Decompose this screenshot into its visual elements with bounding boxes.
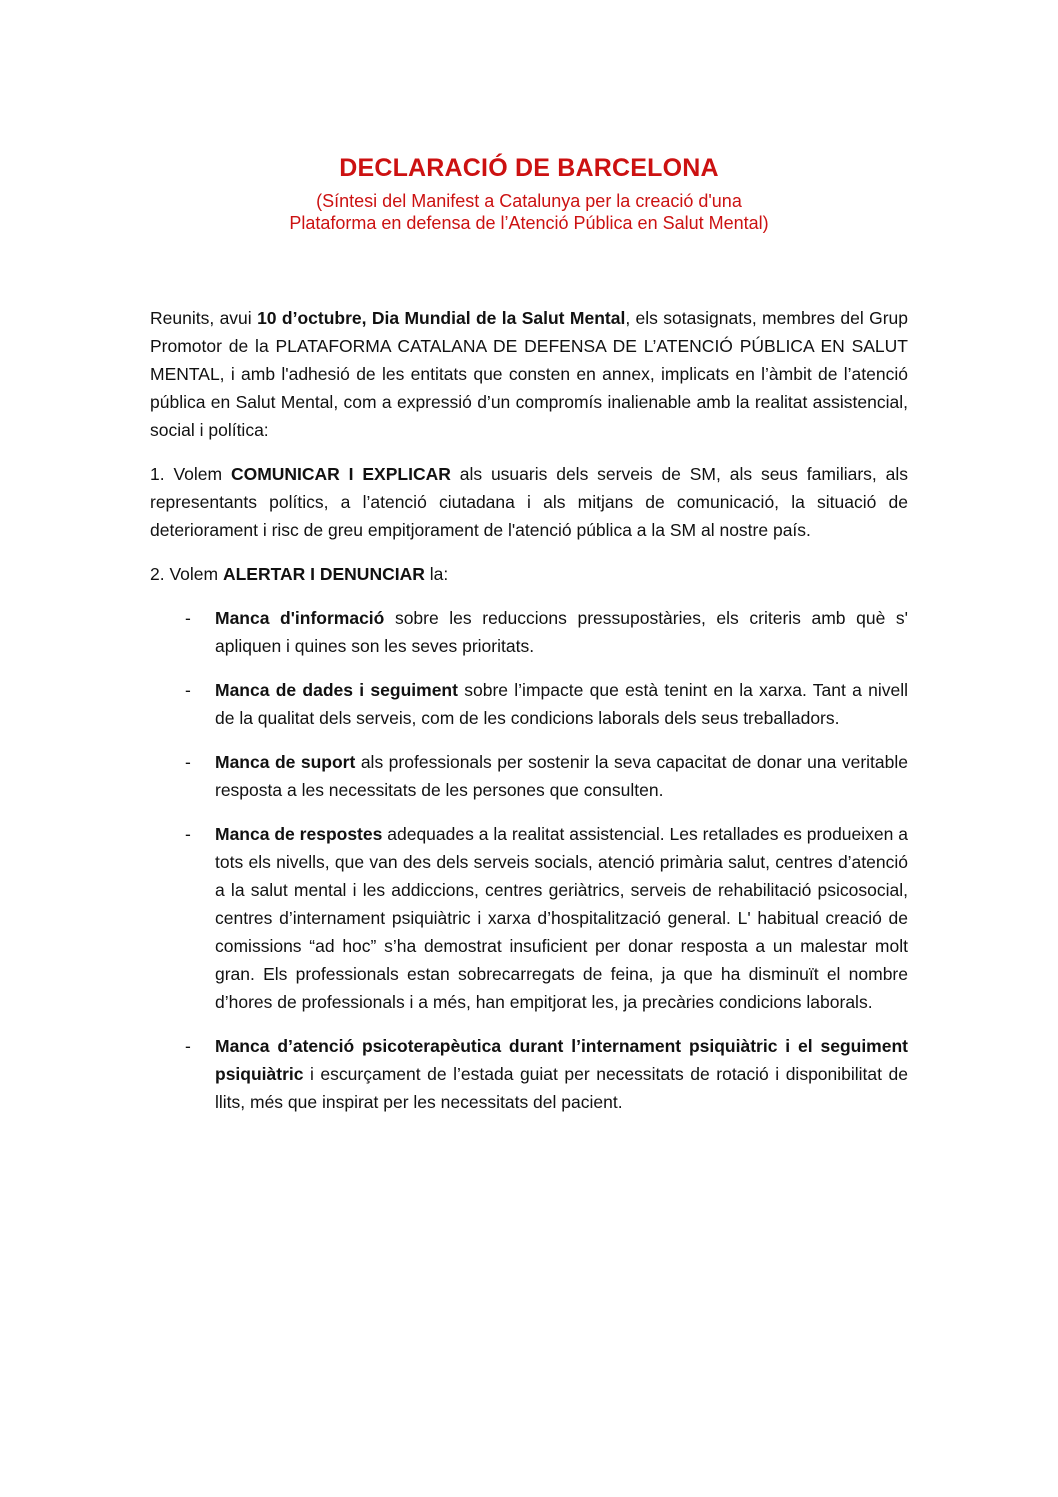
bullet-text [215, 1032, 908, 1116]
intro-segment: , els sotasignats, membres del Grup Promotor de la PLATAFORMA CATALANA DE DEFENSA DE L’ATENCIÓ PÚBLICA EN SALUT MENTAL, i amb l'adhesió de les entitats que consten en annex, implicats en l’àmbit de l’atenció pública en Salut Mental, com a expressió d’un compromís inalienable amb la realitat assistencial, social i política: [150, 308, 908, 440]
bullet-dash: - [185, 1036, 191, 1056]
list-item [185, 1032, 908, 1116]
bullet-dash: - [185, 680, 191, 700]
bullet-text [215, 820, 908, 1016]
point2-paragraph [150, 560, 908, 588]
intro-segment-bold: 10 d’octubre, Dia Mundial de la Salut Mental [257, 308, 626, 328]
bullet-dash: - [185, 824, 191, 844]
point1-paragraph [150, 460, 908, 544]
point2-segment: la: [424, 564, 449, 584]
bullet-lead-bold: Manca de dades i seguiment [215, 680, 458, 700]
document-header [150, 153, 908, 234]
bullet-dash: - [185, 752, 191, 772]
denuncia-bullet-list [150, 604, 908, 1116]
bullet-lead-bold: Manca de respostes [215, 824, 383, 844]
bullet-text [215, 676, 908, 732]
bullet-dash: - [185, 608, 191, 628]
bullet-body: sobre les reduccions pressupostàries, els criteris amb què s' apliquen i quines son les seves prioritats. [215, 608, 908, 656]
point1-segment-bold: COMUNICAR I EXPLICAR [230, 464, 451, 484]
document-title: DECLARACIÓ DE BARCELONA [339, 154, 719, 182]
point2-segment: 2. Volem [150, 564, 223, 584]
bullet-body: adequades a la realitat assistencial. Les retallades es produeixen a tots els nivells, que van des dels serveis socials, atenció primària salut, centres d’atenció a la salut mental i les addiccions, centres geriàtrics, serveis de rehabilitació psicosocial, centres d’internament psiquiàtric i xarxa d’hospitalització general. L' habitual creació de comissions “ad hoc” s’ha demostrat insuficient per donar resposta a un malestar molt gran. Els professionals estan sobrecarregats de feina, ja que ha disminuït el nombre d’hores de professionals i a més, han empitjorat les, ja precàries condicions laborals. [215, 824, 908, 1012]
bullet-body: i escurçament de l’estada guiat per necessitats de rotació i disponibilitat de llits, més que inspirat per les necessitats del pacient. [215, 1064, 908, 1112]
bullet-text [215, 604, 908, 660]
list-item [185, 676, 908, 732]
point2-segment-bold: ALERTAR I DENUNCIAR [222, 564, 425, 584]
list-item [185, 820, 908, 1016]
intro-paragraph [150, 304, 908, 444]
bullet-body: als professionals per sostenir la seva capacitat de donar una veritable resposta a les necessitats de les persones que consulten. [215, 752, 908, 800]
bullet-text [215, 748, 908, 804]
point1-segment: 1. Volem [150, 464, 231, 484]
bullet-body: sobre l’impacte que està tenint en la xarxa. Tant a nivell de la qualitat dels serveis, com de les condicions laborals dels seus treballadors. [215, 680, 908, 728]
bullet-lead-bold: Manca de suport [215, 752, 356, 772]
document-subtitle-line1: (Síntesi del Manifest a Catalunya per la creació d'una [316, 191, 742, 211]
point1-segment: als usuaris dels serveis de SM, als seus familiars, als representants polítics, a l’atenció ciutadana i als mitjans de comunicació, la situació de deteriorament i risc de greu empitjorament de l'atenció pública a la SM al nostre país. [150, 464, 908, 540]
list-item [185, 604, 908, 660]
bullet-lead-bold: Manca d’atenció psicoterapèutica durant l’internament psiquiàtric i el seguiment psiquiàtric [215, 1036, 908, 1084]
bullet-lead-bold: Manca d'informació [215, 608, 385, 628]
list-item [185, 748, 908, 804]
document-subtitle-line2: Plataforma en defensa de l’Atenció Pública en Salut Mental) [289, 213, 769, 233]
intro-segment: Reunits, avui [150, 308, 258, 328]
